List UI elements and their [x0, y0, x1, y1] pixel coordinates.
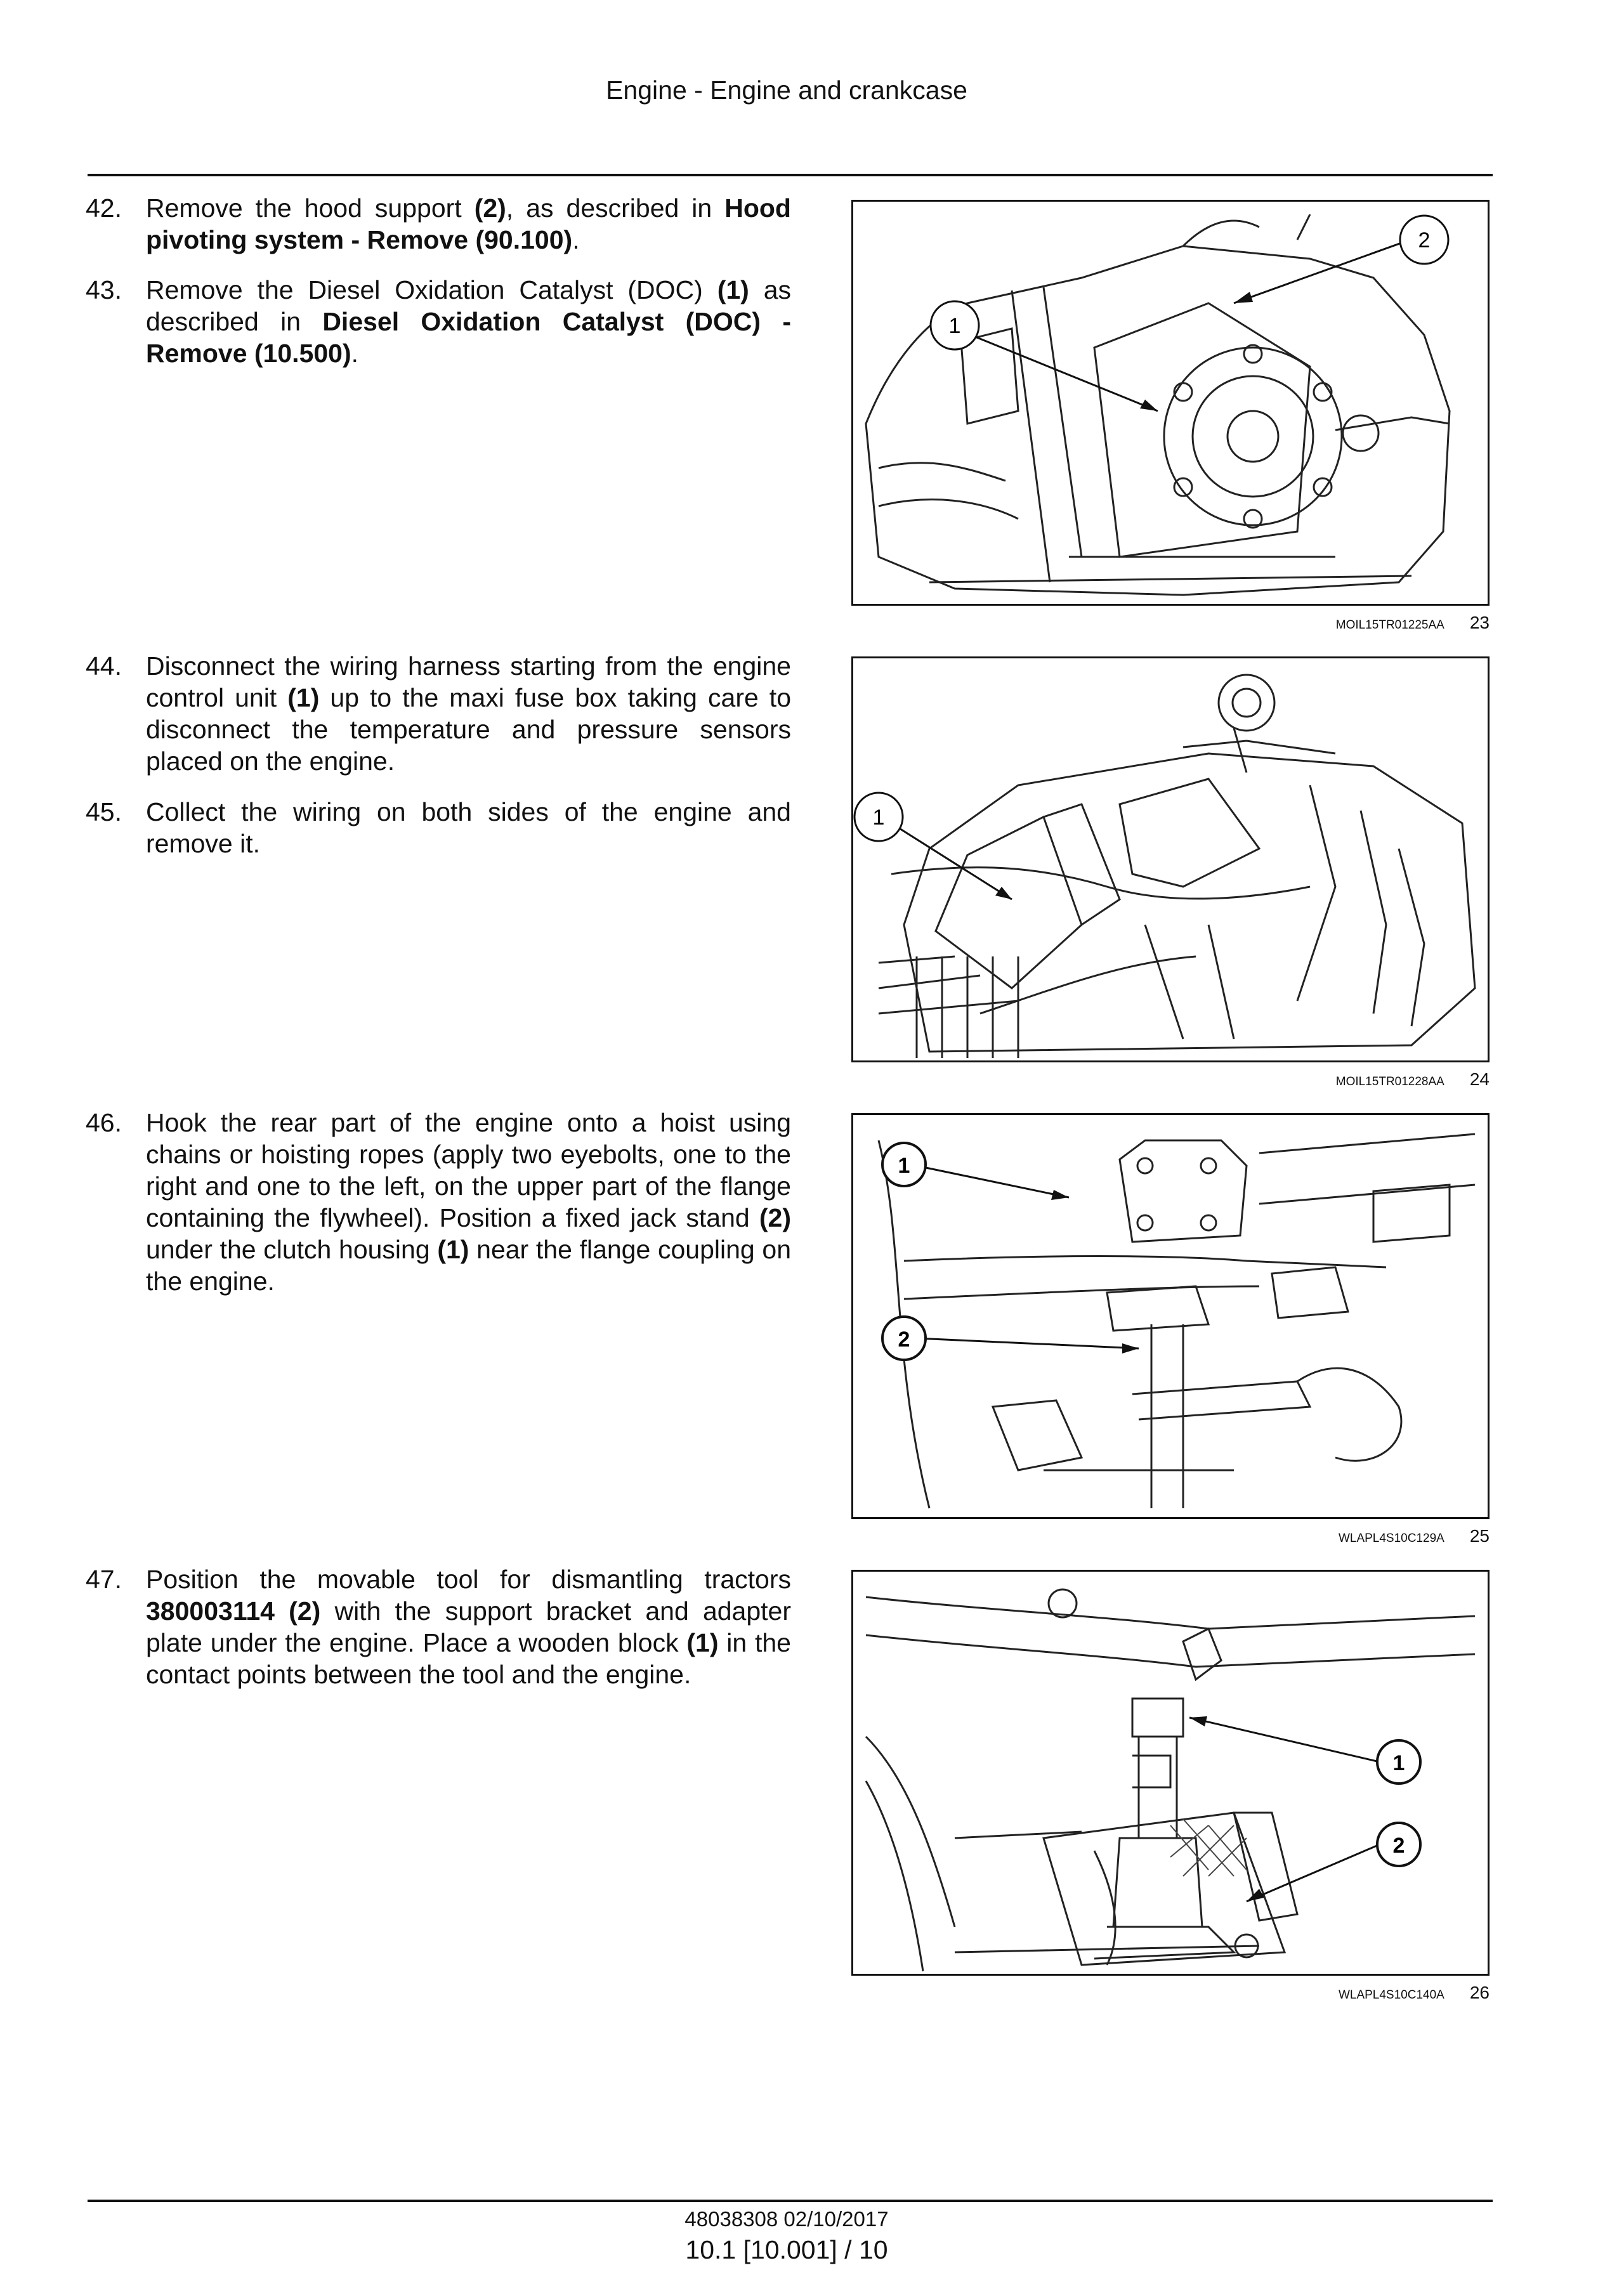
- figure-number: 25: [1469, 1526, 1490, 1546]
- footer-rule: [88, 2200, 1493, 2202]
- step-47: [86, 1563, 791, 1690]
- step-text: Position the movable tool for dismantling tractors 380003114 (2) with the support bracket and adapter plate under the engine. Place a wooden block (1) in the contact points between the tool and the engine.: [146, 1565, 791, 1689]
- figure-24-caption: [851, 1067, 1490, 1092]
- step-number: 43.: [86, 275, 122, 304]
- dismantling-tool-drawing: [853, 1572, 1488, 1974]
- step-43: [86, 274, 791, 369]
- callout-label: 1: [948, 314, 961, 338]
- step-text: Collect the wiring on both sides of the engine and remove it.: [146, 797, 791, 858]
- figure-code: WLAPL4S10C129A: [1338, 1532, 1444, 1545]
- figure-26-caption: [851, 1980, 1490, 2006]
- callout-group: [1189, 1716, 1420, 1901]
- step-46: [86, 1107, 791, 1297]
- figure-code: MOIL15TR01225AA: [1335, 618, 1444, 632]
- header-rule: [88, 174, 1493, 176]
- step-text: Hook the rear part of the engine onto a hoist using chains or hoisting ropes (apply two eyebolts, one to the right and one to the left, on the upper part of the flange containing the flywheel). Position a fixed jack stand (2) under the clutch housing (1) near the flange coupling on the engine.: [146, 1108, 791, 1296]
- step-number: 45.: [86, 797, 122, 826]
- step-number: 44.: [86, 651, 122, 681]
- figure-number: 26: [1469, 1983, 1490, 2002]
- step-number: 46.: [86, 1108, 122, 1137]
- step-number: 47.: [86, 1565, 122, 1594]
- footer-page-number: 10.1 [10.001] / 10: [685, 2235, 888, 2264]
- callout-label: 2: [1392, 1834, 1405, 1858]
- page-header-title: Engine - Engine and crankcase: [606, 75, 967, 105]
- step-text: Disconnect the wiring harness starting from the engine control unit (1) up to the maxi fuse box taking care to disconnect the temperature and pressure sensors placed on the engine.: [146, 651, 791, 776]
- figure-code: WLAPL4S10C140A: [1338, 1988, 1444, 2002]
- cross-reference: Diesel Oxidation Catalyst (DOC) - Remove (10.500): [146, 307, 792, 368]
- callout-label: 1: [898, 1154, 910, 1178]
- step-text: Remove the Diesel Oxidation Catalyst (DOC) (1) as described in Diesel Oxidation Catalyst (DOC) - Remove (10.500).: [146, 275, 792, 368]
- step-42: [86, 192, 791, 256]
- callout-label: 2: [898, 1327, 910, 1352]
- figure-23-illustration: [851, 200, 1490, 606]
- callout-label: 2: [1418, 228, 1431, 252]
- callout-group: [882, 1143, 1139, 1360]
- figure-26-illustration: [851, 1570, 1490, 1976]
- figure-25-illustration: [851, 1113, 1490, 1519]
- figure-number: 23: [1469, 613, 1490, 632]
- callout-group: [931, 216, 1448, 411]
- engine-wiring-drawing: [853, 658, 1488, 1060]
- figure-24-illustration: [851, 656, 1490, 1062]
- tool-part-number: 380003114 (2): [146, 1596, 321, 1626]
- step-number: 42.: [86, 193, 122, 223]
- step-45: [86, 796, 791, 859]
- jack-stand-drawing: [853, 1115, 1488, 1517]
- engine-flange-drawing: [853, 202, 1488, 604]
- figure-code: MOIL15TR01228AA: [1335, 1075, 1444, 1088]
- cross-reference: Hood pivoting system - Remove (90.100): [146, 193, 791, 254]
- callout-label: 1: [872, 806, 885, 830]
- figure-25-caption: [851, 1523, 1490, 1549]
- step-text: Remove the hood support (2), as described in Hood pivoting system - Remove (90.100).: [146, 193, 791, 254]
- figure-23-caption: [851, 610, 1490, 636]
- footer-document-reference: 48038308 02/10/2017: [684, 2207, 889, 2231]
- callout-label: 1: [1392, 1751, 1405, 1775]
- figure-number: 24: [1469, 1069, 1490, 1089]
- step-44: [86, 650, 791, 777]
